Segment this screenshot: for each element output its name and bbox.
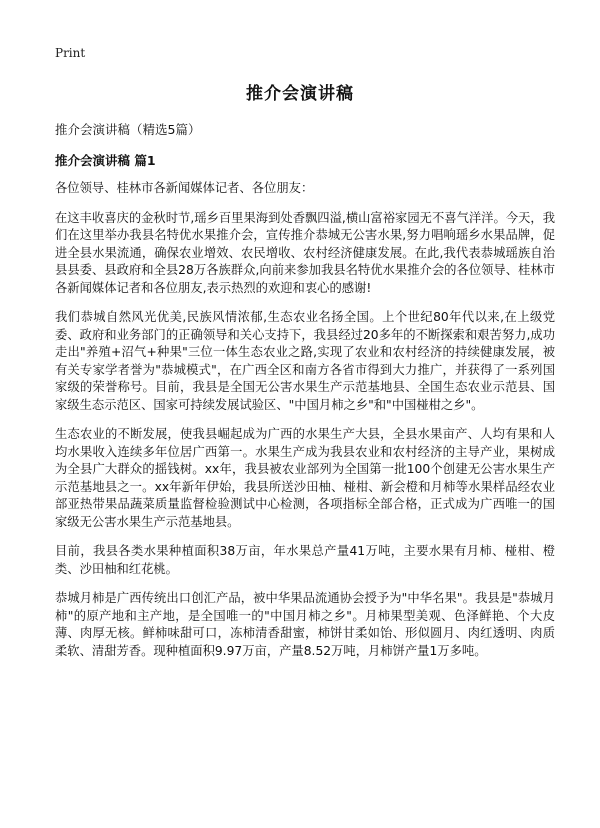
- paragraph-welcome: 在这丰收喜庆的金秋时节,瑶乡百里果海到处香飘四溢,横山富裕家园无不喜气洋洋。今天，我们在这里举办我县名特优水果推介会，宣传推介恭城无公害水果,努力唱响瑶乡水果品牌，促进全县水果流通，确保农业增效、农民增收、农村经济健康发展。在此,我代表恭城瑶族自治县县委、县政府和全县28万各族群众,向前来参加我县名特优水果推介会的各位领导、桂林市各新闻媒体记者和各位朋友,表示热烈的欢迎和衷心的感谢!: [55, 210, 555, 295]
- page-title: 推介会演讲稿: [246, 84, 354, 104]
- paragraph-current-status: 目前，我县各类水果种植面积38万亩，年水果总产量41万吨，主要水果有月柿、椪柑、橙类、沙田柚和红花桃。: [55, 544, 555, 576]
- document-subtitle: 推介会演讲稿（精选5篇）: [55, 122, 201, 137]
- article-body: [55, 180, 555, 672]
- paragraph-eco-agriculture: 我们恭城自然风光优美,民族风情浓郁,生态农业名扬全国。上个世纪80年代以来,在上级党委、政府和业务部门的正确领导和关心支持下，我县经过20多年的不断探索和艰苦努力,成功走出"养殖+沼气+种果"三位一体生态农业之路,实现了农业和农村经济的持续健康发展，被有关专家学者誉为"恭城模式"，在广西全区和南方各省市得到大力推广，并获得了一系列国家级的荣誉称号。目前，我县是全国无公害水果生产示范基地县、全国生态农业示范县、国家级生态示范区、国家可持续发展试验区、"中国月柿之乡"和"中国椪柑之乡"。: [55, 310, 555, 412]
- print-link[interactable]: Print: [55, 46, 86, 60]
- paragraph-moon-persimmon: 恭城月柿是广西传统出口创汇产品，被中华果品流通协会授予为"中华名果"。我县是"恭城月柿"的原产地和主产地，是全国唯一的"中国月柿之乡"。月柿果型美观、色泽鲜艳、个大皮薄、肉厚无核。鲜柿味甜可口，冻柿清香甜蜜，柿饼甘柔如饴、形似圆月、肉红透明、肉质柔软、清甜芳香。现种植面积9.97万亩，产量8.52万吨，月柿饼产量1万多吨。: [55, 591, 555, 658]
- section-heading: 推介会演讲稿 篇1: [55, 153, 156, 168]
- paragraph-fruit-industry: 生态农业的不断发展，使我县崛起成为广西的水果生产大县，全县水果亩产、人均有果和人均水果收入连续多年位居广西第一。水果生产成为我县农业和农村经济的主导产业，果树成为全县广大群众的摇钱树。xx年，我县被农业部列为全国第一批100个创建无公害水果生产示范基地县之一。xx年新年伊始，我县所送沙田柚、椪柑、新会橙和月柿等水果样品经农业部亚热带果品蔬菜质量监督检验测试中心检测，各项指标全部合格，正式成为广西唯一的国家级无公害水果生产示范基地县。: [55, 427, 555, 529]
- paragraph-greeting: 各位领导、桂林市各新闻媒体记者、各位朋友：: [55, 181, 314, 195]
